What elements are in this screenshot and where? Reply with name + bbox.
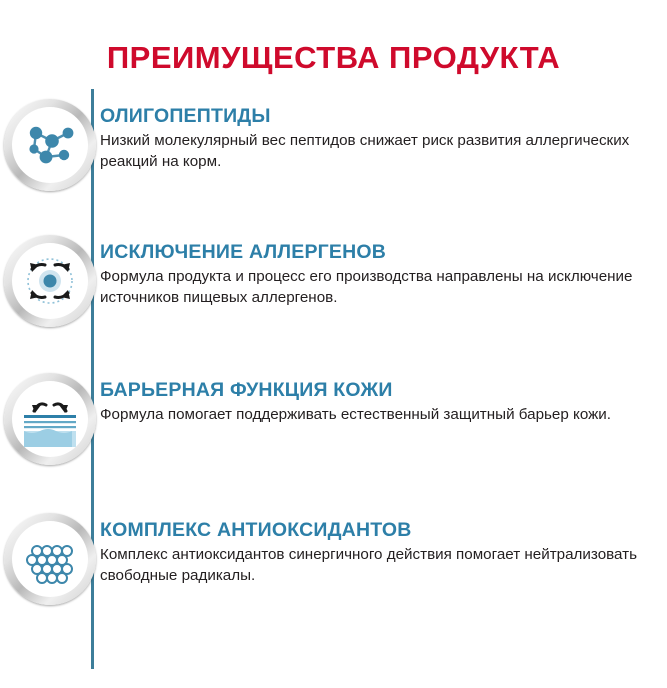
molecule-icon (12, 107, 88, 183)
antioxidant-complex-icon (12, 521, 88, 597)
list-item (0, 233, 667, 351)
benefit-title: КОМПЛЕКС АНТИОКСИДАНТОВ (100, 518, 412, 541)
benefit-icon-wrap (0, 97, 100, 191)
list-item (0, 371, 667, 489)
list-item (0, 511, 667, 629)
skin-barrier-icon (12, 381, 88, 457)
page-title: ПРЕИМУЩЕСТВА ПРОДУКТА (106, 39, 561, 75)
benefit-icon-wrap (0, 511, 100, 605)
badge-ring (4, 235, 96, 327)
benefit-description: Формула помогает поддерживать естественный защитный барьер кожи. (100, 406, 611, 424)
benefit-title: ОЛИГОПЕПТИДЫ (100, 104, 271, 127)
benefit-text (100, 97, 667, 172)
benefit-icon-wrap (0, 371, 100, 465)
benefit-text (100, 371, 667, 426)
benefit-text (100, 511, 667, 586)
benefit-icon-wrap (0, 233, 100, 327)
benefit-description: Формула продукта и процесс его производства направлены на исключение источников пищевых аллергенов. (100, 268, 633, 306)
allergen-exclusion-icon (12, 243, 88, 319)
benefit-title: БАРЬЕРНАЯ ФУНКЦИЯ КОЖИ (100, 378, 393, 401)
list-item (0, 97, 667, 215)
infographic-page (0, 21, 667, 688)
benefit-text (100, 233, 667, 308)
benefit-description: Комплекс антиоксидантов синергичного действия помогает нейтрализовать свободные радикалы. (100, 546, 638, 584)
benefits-list (0, 97, 667, 629)
badge-ring (4, 513, 96, 605)
benefit-description: Низкий молекулярный вес пептидов снижает риск развития аллергических реакций на корм. (100, 132, 630, 170)
badge-ring (4, 99, 96, 191)
benefit-title: ИСКЛЮЧЕНИЕ АЛЛЕРГЕНОВ (100, 240, 387, 263)
badge-ring (4, 373, 96, 465)
